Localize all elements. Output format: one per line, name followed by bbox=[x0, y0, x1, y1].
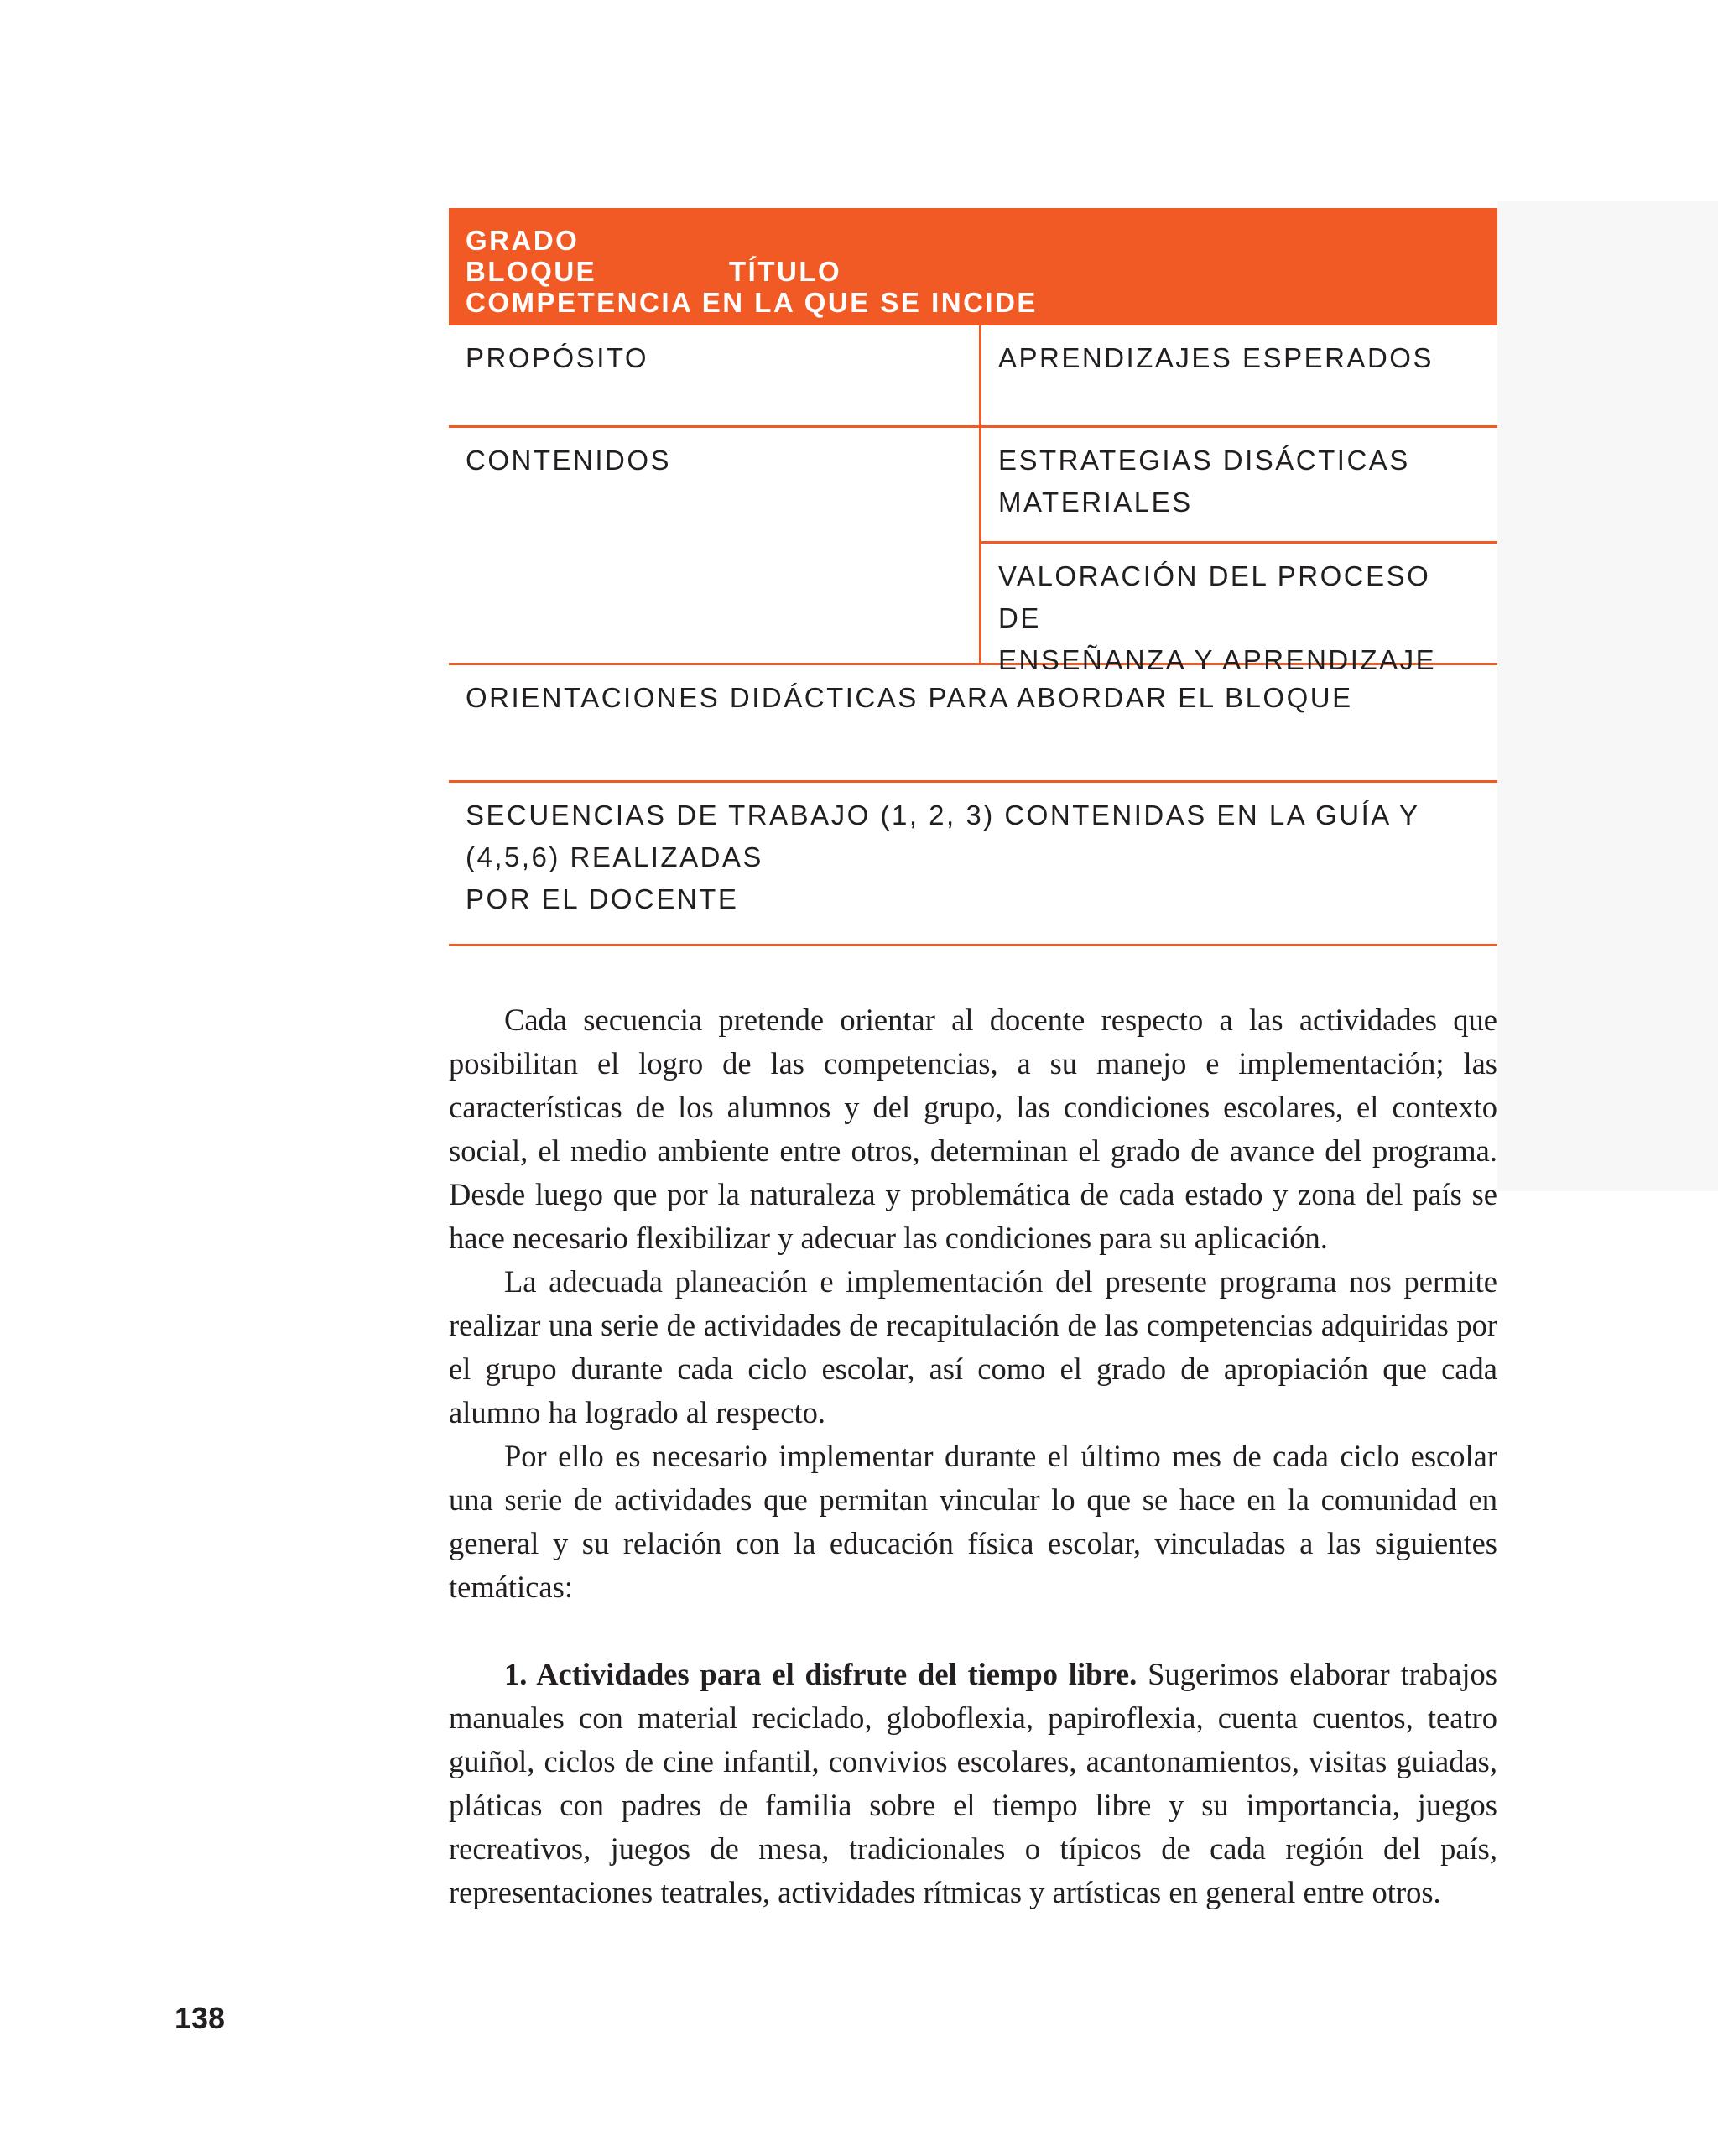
cell-aprendizajes: APRENDIZAJES ESPERADOS bbox=[998, 342, 1434, 373]
page-number: 138 bbox=[174, 2001, 226, 2035]
valoracion-line-1: VALORACIÓN DEL PROCESO DE bbox=[998, 560, 1431, 633]
paragraph-4-text: Sugerimos elaborar trabajos manuales con material reciclado, globoflexia, papiroflexia, cuenta cuentos, teatro guiñol, ciclos de cine infantil, convivios escolares, acantonamientos, visitas guiadas, pláticas con padres de familia sobre el tiempo libre y su importancia, juegos recreativos, juegos de mesa, tradicionales o típicos de cada región del país, representaciones teatrales, actividades rítmicas y artísticas en general entre otros. bbox=[449, 1657, 1497, 1909]
cell-secuencias bbox=[449, 783, 1497, 944]
cell-estrategias: ESTRATEGIAS DISÁCTICAS MATERIALES bbox=[981, 428, 1497, 544]
body-text bbox=[449, 998, 1497, 1914]
header-competencia: COMPETENCIA EN LA QUE SE INCIDE bbox=[466, 287, 1038, 318]
cell-orientaciones: ORIENTACIONES DIDÁCTICAS PARA ABORDAR EL BLOQUE bbox=[466, 682, 1353, 713]
secuencias-line-1: SECUENCIAS DE TRABAJO (1, 2, 3) CONTENIDAS EN LA GUÍA Y (4,5,6) REALIZADAS bbox=[466, 799, 1419, 872]
page-edge-shade bbox=[1497, 201, 1718, 1191]
paragraph-1: Cada secuencia pretende orientar al docente respecto a las actividades que posibilitan el logro de las competencias, a su manejo e implementación; las características de los alumnos y del grupo, las condiciones escolares, el contexto social, el medio ambiente entre otros, determinan el grado de avance del programa. Desde luego que por la naturaleza y problemática de cada estado y zona del país se hace necesario flexibilizar y adecuar las condiciones para su aplicación. bbox=[449, 1002, 1497, 1255]
paragraph-2: La adecuada planeación e implementación del presente programa nos permite realizar una serie de actividades de recapitulación de las competencias adquiridas por el grupo durante cada ciclo escolar, así como el grado de apropiación que cada alumno ha logrado al respecto. bbox=[449, 1264, 1497, 1430]
template-row-secuencias bbox=[449, 783, 1497, 946]
header-bloque: BLOQUE bbox=[466, 256, 597, 287]
paragraph-4 bbox=[449, 1653, 1497, 1914]
valoracion-line-2: ENSEÑANZA Y APRENDIZAJE bbox=[998, 644, 1437, 675]
template-row-orientaciones bbox=[449, 665, 1497, 783]
cell-valoracion bbox=[981, 544, 1497, 675]
paragraph-4-heading: 1. Actividades para el disfrute del tiempo libre. bbox=[504, 1657, 1138, 1691]
cell-contenidos: CONTENIDOS bbox=[449, 428, 981, 663]
secuencias-line-2: POR EL DOCENTE bbox=[466, 883, 739, 914]
right-stack bbox=[981, 428, 1497, 675]
template-row-contenidos bbox=[449, 428, 1497, 675]
planning-template bbox=[449, 208, 1497, 946]
cell-proposito: PROPÓSITO bbox=[449, 325, 981, 425]
header-grado: GRADO bbox=[466, 225, 580, 256]
template-header bbox=[449, 208, 1497, 325]
template-row-proposito bbox=[449, 325, 1497, 428]
paragraph-3: Por ello es necesario implementar durante el último mes de cada ciclo escolar una serie de actividades que permitan vincular lo que se hace en la comunidad en general y su relación con la educación física escolar, vinculadas a las siguientes temáticas: bbox=[449, 1439, 1497, 1604]
header-titulo: TÍTULO bbox=[729, 256, 842, 287]
